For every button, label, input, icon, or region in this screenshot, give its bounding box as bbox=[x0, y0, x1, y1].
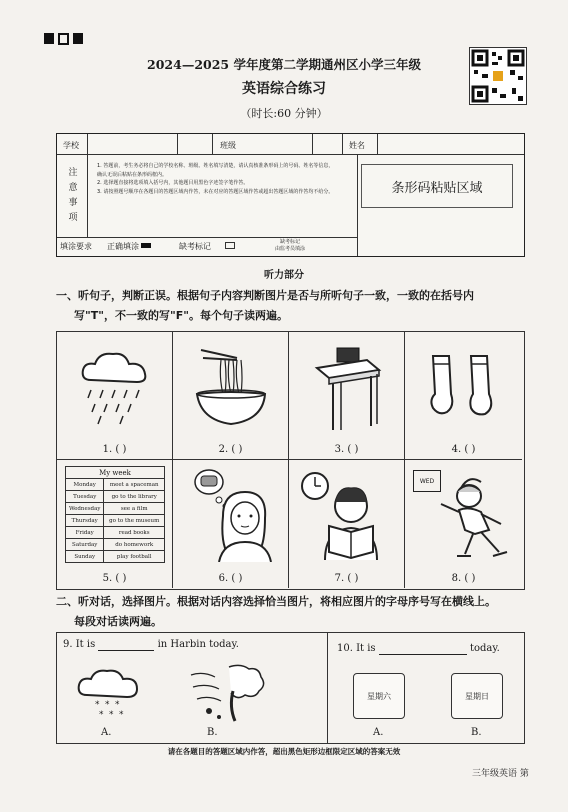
book-on-table-icon bbox=[311, 340, 383, 432]
page-footer: 三年级英语 第 bbox=[472, 769, 529, 779]
calendar-saturday-icon: 星期六 bbox=[353, 673, 405, 719]
schedule-activity: go to the museum bbox=[104, 515, 165, 527]
part1-instruction-line2: 写"T"，不一致的写"F"。每个句子读两遍。 bbox=[74, 309, 288, 322]
calendar-sunday-icon: 星期日 bbox=[451, 673, 503, 719]
girl-thinking-icon bbox=[189, 466, 275, 562]
q9-answer-blank[interactable] bbox=[98, 639, 154, 651]
schedule-activity: see a film bbox=[104, 503, 165, 515]
exam-title: 2024—2025 学年度第二学期通州区小学三年级 bbox=[147, 57, 421, 72]
exam-subtitle: 英语综合练习 bbox=[242, 81, 326, 97]
table-row bbox=[66, 515, 165, 527]
schedule-activity: read books bbox=[104, 527, 165, 539]
q10-option-b[interactable]: B. bbox=[471, 727, 482, 738]
part2-grid bbox=[56, 632, 525, 744]
table-row bbox=[66, 479, 165, 491]
schedule-activity: go to the library bbox=[104, 491, 165, 503]
socks-icon bbox=[425, 354, 505, 424]
barcode-area: 条形码粘贴区域 bbox=[361, 164, 513, 208]
table-row bbox=[66, 539, 165, 551]
part2-instruction bbox=[56, 592, 526, 632]
note-1: 1. 答题前，考生务必将自己的学校名称、班级、姓名填写清楚，请认真核准条形码上的号码、姓名等信息，确认无误后粘贴在条形码框内。 bbox=[97, 163, 334, 178]
q10-text-a: 10. It is bbox=[337, 643, 376, 654]
qr-code-icon bbox=[469, 47, 527, 105]
part1-instruction bbox=[56, 286, 526, 326]
absent-mark-box[interactable] bbox=[225, 242, 235, 249]
listening-section-title: 听力部分 bbox=[264, 270, 304, 281]
item-6-label[interactable]: 6. ( ) bbox=[218, 573, 243, 584]
schedule-title: My week bbox=[66, 467, 165, 479]
correct-fill-sample-icon bbox=[141, 243, 151, 248]
q9-text bbox=[63, 639, 239, 651]
noodles-icon bbox=[191, 344, 271, 428]
svg-text:*: * bbox=[119, 710, 124, 719]
item-3-label[interactable]: 3. ( ) bbox=[334, 444, 359, 455]
corner-marks bbox=[44, 33, 83, 45]
part2-instruction-line1: 二、听对话，选择图片。根据对话内容选择恰当图片，将相应图片的字母序号写在横线上。 bbox=[56, 595, 496, 608]
table-row bbox=[66, 503, 165, 515]
item-1-cell bbox=[57, 332, 173, 460]
correct-fill-label: 正确填涂 bbox=[107, 242, 139, 251]
q10-text-b: today. bbox=[469, 643, 500, 654]
boy-reading-icon bbox=[299, 466, 395, 562]
rain-cloud-icon bbox=[77, 346, 153, 426]
name-label: 姓名 bbox=[349, 141, 365, 150]
snow-cloud-icon bbox=[75, 669, 141, 719]
q10-answer-blank[interactable] bbox=[379, 643, 467, 655]
item-4-label[interactable]: 4. ( ) bbox=[451, 444, 476, 455]
note-2: 2. 选择题直接将选项填入括号内，其他题目用黑色字迹签字笔作答。 bbox=[97, 180, 249, 186]
schedule-activity: meet a spaceman bbox=[104, 479, 165, 491]
item-3-cell bbox=[289, 332, 405, 460]
absent-note-line2: 由监考员填涂 bbox=[275, 246, 306, 252]
absent-note bbox=[275, 238, 305, 252]
part2-instruction-line2: 每段对话读两遍。 bbox=[74, 615, 162, 628]
item-1-label[interactable]: 1. ( ) bbox=[102, 444, 127, 455]
absent-note-line1: 缺考标记 bbox=[280, 239, 301, 245]
item-5-label[interactable]: 5. ( ) bbox=[102, 573, 127, 584]
schedule-activity: play football bbox=[104, 551, 165, 563]
item-8-cell bbox=[405, 460, 522, 588]
item-7-cell bbox=[289, 460, 405, 588]
item-7-label[interactable]: 7. ( ) bbox=[334, 573, 359, 584]
item-2-label[interactable]: 2. ( ) bbox=[218, 444, 243, 455]
q9-text-b: in Harbin today. bbox=[157, 639, 239, 650]
skater-icon bbox=[435, 474, 515, 566]
schedule-day: Friday bbox=[66, 527, 104, 539]
item-8-label[interactable]: 8. ( ) bbox=[451, 573, 476, 584]
note-3: 3. 请按照题号顺序在各题目的答题区域内作答，未在对应的答题区域作答或超出答题区域的作答均不给分。 bbox=[97, 188, 334, 195]
schedule-day: Monday bbox=[66, 479, 104, 491]
school-field[interactable] bbox=[89, 136, 175, 152]
schedule-day: Thursday bbox=[66, 515, 104, 527]
mark-square-icon bbox=[44, 33, 54, 44]
item-6-cell bbox=[173, 460, 289, 588]
schedule-day: Tuesday bbox=[66, 491, 104, 503]
svg-text:*: * bbox=[99, 710, 104, 719]
schedule-table bbox=[65, 466, 165, 563]
schedule-day: Sunday bbox=[66, 551, 104, 563]
part1-grid bbox=[56, 331, 525, 590]
q10-option-a[interactable]: A. bbox=[373, 727, 384, 738]
calendar-wed-icon: WED bbox=[413, 470, 441, 492]
class-label: 班级 bbox=[220, 141, 236, 150]
part1-instruction-line1: 一、听句子，判断正误。根据句子内容判断图片是否与所听句子一致，一致的在括号内 bbox=[56, 289, 474, 302]
notes-label: 注意事项 bbox=[68, 168, 78, 223]
svg-text:*: * bbox=[115, 700, 120, 710]
item-5-cell bbox=[57, 460, 173, 588]
table-row bbox=[66, 527, 165, 539]
q9-option-a[interactable]: A. bbox=[101, 727, 112, 738]
name-field[interactable] bbox=[382, 136, 517, 152]
school-label: 学校 bbox=[63, 141, 79, 150]
footer-notice: 请在各题目的答题区域内作答，超出黑色矩形边框限定区域的答案无效 bbox=[167, 747, 401, 756]
q9-option-b[interactable]: B. bbox=[207, 727, 218, 738]
item-2-cell bbox=[173, 332, 289, 460]
mark-square-icon bbox=[73, 33, 83, 44]
fill-requirement-label: 填涂要求 bbox=[60, 242, 92, 251]
svg-text:*: * bbox=[109, 710, 114, 719]
schedule-day: Saturday bbox=[66, 539, 104, 551]
item-4-cell bbox=[405, 332, 522, 460]
svg-text:*: * bbox=[105, 700, 110, 710]
schedule-day: Wednesday bbox=[66, 503, 104, 515]
student-info-box bbox=[56, 133, 525, 257]
svg-text:*: * bbox=[95, 700, 100, 710]
schedule-activity: do homework bbox=[104, 539, 165, 551]
class-field[interactable] bbox=[247, 136, 307, 152]
windy-tree-icon bbox=[189, 661, 269, 723]
q9-text-a: 9. It is bbox=[63, 639, 96, 650]
mark-hollow-icon bbox=[58, 33, 69, 45]
q10-text bbox=[337, 643, 500, 655]
table-row bbox=[66, 551, 165, 563]
exam-duration: （时长:60 分钟） bbox=[240, 107, 328, 120]
absent-mark-label: 缺考标记 bbox=[179, 242, 211, 251]
notes-list bbox=[97, 162, 337, 196]
table-row bbox=[66, 491, 165, 503]
